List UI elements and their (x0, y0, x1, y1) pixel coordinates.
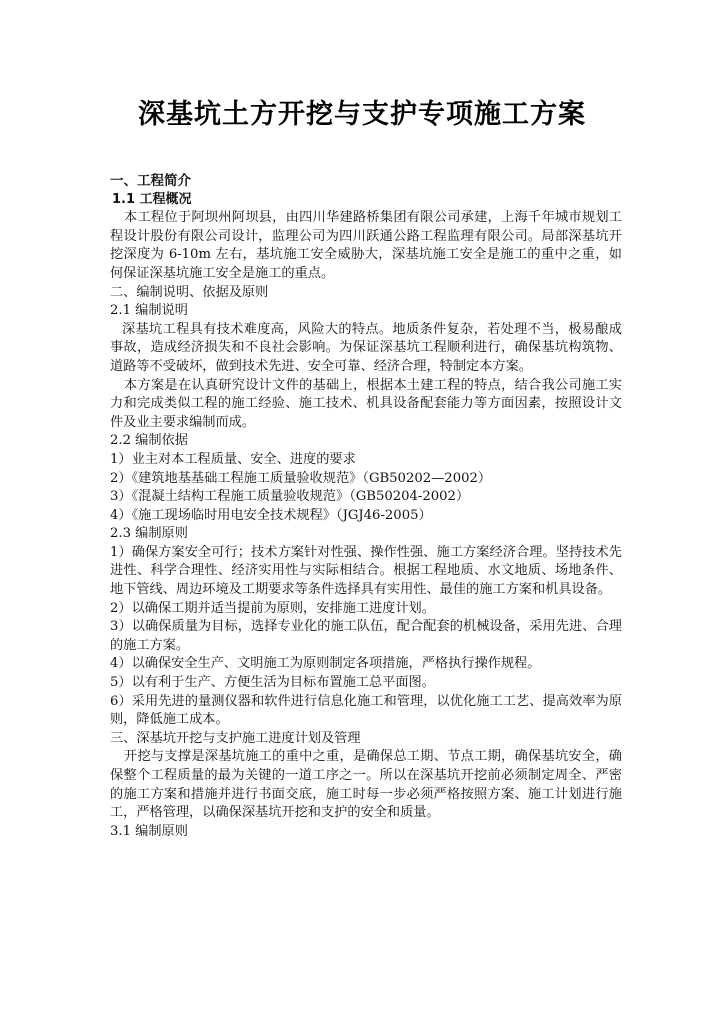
list-item: 3）以确保质量为目标，选择专业化的施工队伍，配合配套的机械设备，采用先进、合理的施工方案。 (110, 619, 622, 653)
list-item: 3）《混凝土结构工程施工质量验收规范》（GB50204-2002） (110, 489, 470, 505)
list-item: 1）业主对本工程质量、安全、进度的要求 (110, 451, 356, 467)
subsection-heading-2-3: 2.3 编制原则 (110, 526, 188, 542)
section-heading-2: 二、编制说明、依据及原则 (110, 284, 269, 300)
document-body (110, 172, 622, 841)
list-item: 1）确保方案安全可行；技术方案针对性强、操作性强、施工方案经济合理。坚持技术先进性、科学合理性、经济实用性与实际相结合。根据工程地质、水文地质、场地条件、地下管线、周边环境及工期要求等条件选择具有实用性、最佳的施工方案和机具设备。 (110, 544, 622, 598)
paragraph-excavation-intro: 开挖与支撑是深基坑施工的重中之重，是确保总工期、节点工期，确保基坑安全，确保整个工程质量的最为关键的一道工序之一。所以在深基坑开挖前必须制定周全、严密的施工方案和措施并进行书面交底，施工时每一步必须严格按照方案、施工计划进行施工，严格管理，以确保深基坑开挖和支护的安全和质量。 (110, 749, 622, 821)
subsection-heading-2-2: 2.2 编制依据 (110, 433, 188, 449)
list-item: 2）以确保工期并适当提前为原则，安排施工进度计划。 (110, 600, 435, 616)
list-item: 6）采用先进的量测仪器和软件进行信息化施工和管理，以优化施工工艺、提高效率为原则，降低施工成本。 (110, 693, 622, 728)
subsection-heading-2-1: 2.1 编制说明 (110, 303, 188, 319)
list-item: 5）以有利于生产、方便生活为目标布置施工总平面图。 (110, 675, 435, 691)
document-title: 深基坑土方开挖与支护专项施工方案 (138, 99, 586, 130)
list-item: 4）以确保安全生产、文明施工为原则制定各项措施，严格执行操作规程。 (110, 656, 541, 672)
paragraph-compilation-note: 深基坑工程具有技术难度高，风险大的特点。地质条件复杂，若处理不当，极易酿成事故，造成经济损失和不良社会影响。为保证深基坑工程顺利进行，确保基坑构筑物、道路等不受破坏，做到技术先进、安全可靠、经济合理，特制定本方案。 (110, 321, 622, 374)
subsection-heading-1-1: 1.1 工程概况 (112, 191, 192, 207)
list-item: 2）《建筑地基基础工程施工质量验收规范》（GB50202—2002） (110, 470, 492, 486)
section-heading-1: 一、工程简介 (110, 173, 191, 189)
subsection-heading-3-1: 3.1 编制原则 (110, 823, 188, 839)
paragraph-plan-basis: 本方案是在认真研究设计文件的基础上，根据本土建工程的特点，结合我公司施工实力和完成类似工程的施工经验、施工技术、机具设备配套能力等方面因素，按照设计文件及业主要求编制而成。 (110, 377, 622, 430)
paragraph-project-overview: 本工程位于阿坝州阿坝县，由四川华建路桥集团有限公司承建，上海千年城市规划工程设计股份有限公司设计，监理公司为四川跃通公路工程监理有限公司。局部深基坑开挖深度为 6-10m 左右，基坑施工安全威胁大，深基坑施工安全是施工的重中之重，如何保证深基坑施工安全是施工的重点。 (110, 210, 622, 281)
section-heading-3: 三、深基坑开挖与支护施工进度计划及管理 (110, 730, 361, 746)
list-item: 4）《施工现场临时用电安全技术规程》（JGJ46-2005） (110, 507, 432, 523)
